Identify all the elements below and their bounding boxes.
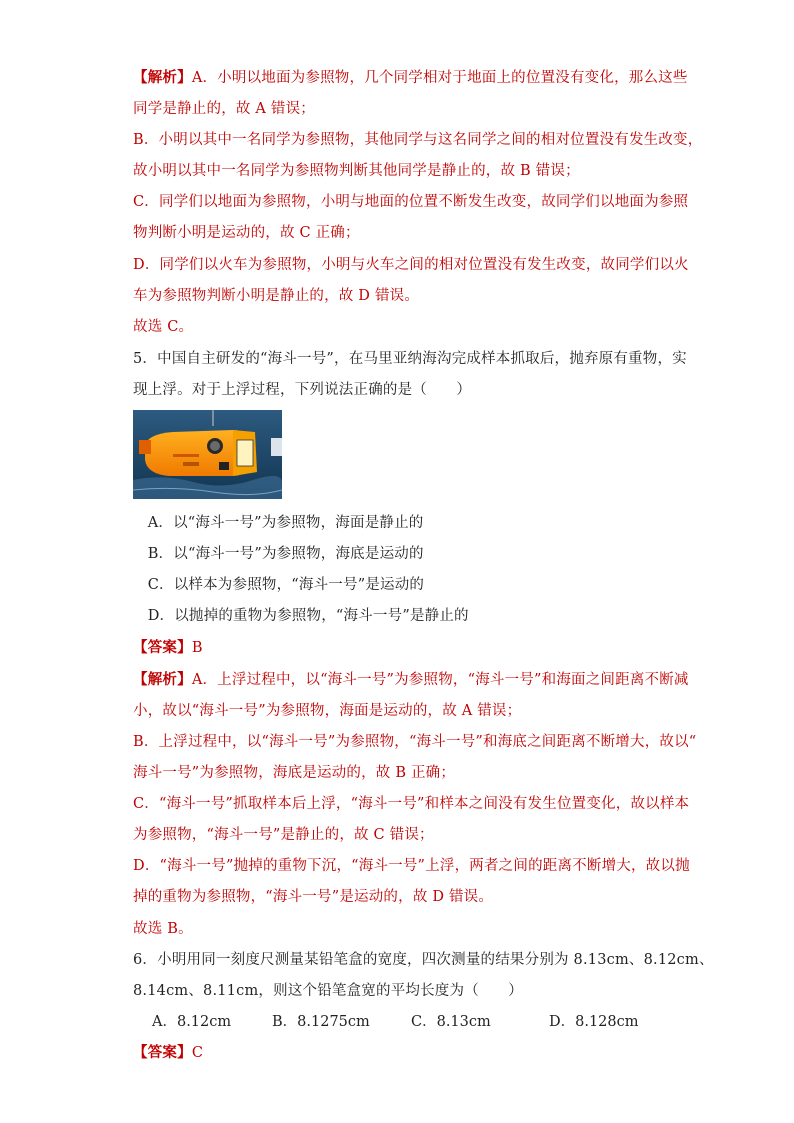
text-run: 海斗一号”为参照物，海底是运动的，故 B 正确；	[133, 765, 456, 781]
text-run: B．以“海斗一号”为参照物，海底是运动的	[133, 546, 424, 562]
text-run: C．“海斗一号”抓取样本后上浮，“海斗一号”和样本之间没有发生位置变化，故以样本	[133, 796, 690, 812]
text-line	[133, 192, 688, 212]
text-line	[133, 255, 689, 275]
text-run: D．以抛掉的重物为参照物，“海斗一号”是静止的	[133, 608, 469, 624]
text-run: 同学是静止的，故 A 错误；	[133, 101, 315, 117]
q6-option-d: D．8.128cm	[549, 1014, 639, 1030]
text-run: A．以“海斗一号”为参照物，海面是静止的	[133, 515, 424, 531]
text-line	[133, 919, 193, 939]
text-run: 5．中国自主研发的“海斗一号”，在马里亚纳海沟完成样本抓取后，抛弃原有重物，实	[133, 351, 687, 367]
text-run: D．同学们以火车为参照物，小明与火车之间的相对位置没有发生改变，故同学们以火	[133, 257, 689, 273]
text-line	[133, 317, 193, 337]
text-run: 故小明以其中一名同学为参照物判断其他同学是静止的，故 B 错误；	[133, 163, 580, 179]
section-tag: 【答案】	[133, 639, 192, 656]
answer-line	[133, 1043, 203, 1063]
text-line	[133, 763, 455, 783]
question-6-stem	[133, 950, 714, 970]
text-line	[133, 794, 689, 814]
option-a	[133, 513, 424, 533]
question-6-stem	[133, 981, 523, 1001]
section-tag: 【解析】	[133, 69, 192, 86]
option-c	[133, 575, 424, 595]
text-run: 故选 C。	[133, 319, 194, 335]
text-run: 现上浮。对于上浮过程，下列说法正确的是（ ）	[133, 382, 472, 398]
text-line	[133, 732, 696, 752]
option-b	[133, 544, 424, 564]
answer-line	[133, 638, 203, 658]
text-run: C．以样本为参照物，“海斗一号”是运动的	[133, 577, 425, 593]
text-run: 车为参照物判断小明是静止的，故 D 错误。	[133, 288, 420, 304]
text-line	[133, 286, 419, 306]
text-line	[133, 887, 493, 907]
text-line	[133, 670, 689, 690]
text-line	[133, 701, 521, 721]
text-run: C．同学们以地面为参照物，小明与地面的位置不断发生改变，故同学们以地面为参照	[133, 194, 689, 210]
text-line	[133, 856, 690, 876]
q6-option-c: C．8.13cm	[411, 1014, 491, 1030]
text-run: 故选 B。	[133, 921, 193, 937]
text-run: C	[191, 1045, 204, 1061]
text-line	[133, 223, 360, 243]
section-tag: 【答案】	[133, 1044, 192, 1061]
text-run: 掉的重物为参照物，“海斗一号”是运动的，故 D 错误。	[133, 889, 494, 905]
text-run: 6．小明用同一刻度尺测量某铅笔盒的宽度，四次测量的结果分别为 8.13cm、8.12cm、	[133, 952, 714, 968]
q6-option-b: B．8.1275cm	[272, 1014, 370, 1030]
text-line	[133, 130, 702, 150]
text-run: B．上浮过程中，以“海斗一号”为参照物，“海斗一号”和海底之间距离不断增大，故以“	[133, 734, 697, 750]
text-line	[133, 161, 580, 181]
text-run: A．小明以地面为参照物，几个同学相对于地面上的位置没有变化，那么这些	[191, 70, 688, 86]
question-5-stem	[133, 349, 687, 369]
text-run: 8.14cm、8.11cm，则这个铅笔盒宽的平均长度为（ ）	[133, 983, 524, 999]
section-tag: 【解析】	[133, 671, 192, 688]
q6-option-a: A．8.12cm	[152, 1014, 232, 1030]
submersible-photo	[133, 410, 282, 499]
text-run: B．小明以其中一名同学为参照物，其他同学与这名同学之间的相对位置没有发生改变，	[133, 132, 703, 148]
text-line	[133, 68, 688, 88]
option-d	[133, 606, 469, 626]
text-run: 为参照物，“海斗一号”是静止的，故 C 错误；	[133, 827, 434, 843]
text-line	[133, 99, 315, 119]
text-run: 物判断小明是运动的，故 C 正确；	[133, 225, 360, 241]
question-5-stem	[133, 380, 471, 400]
text-run: A．上浮过程中，以“海斗一号”为参照物，“海斗一号”和海面之间距离不断减	[191, 672, 689, 688]
text-run: B	[191, 640, 203, 656]
submersible-image	[133, 410, 282, 499]
text-line	[133, 825, 434, 845]
text-run: D．“海斗一号”抛掉的重物下沉，“海斗一号”上浮，两者之间的距离不断增大，故以抛	[133, 858, 690, 874]
text-run: 小，故以“海斗一号”为参照物，海面是运动的，故 A 错误；	[133, 703, 522, 719]
